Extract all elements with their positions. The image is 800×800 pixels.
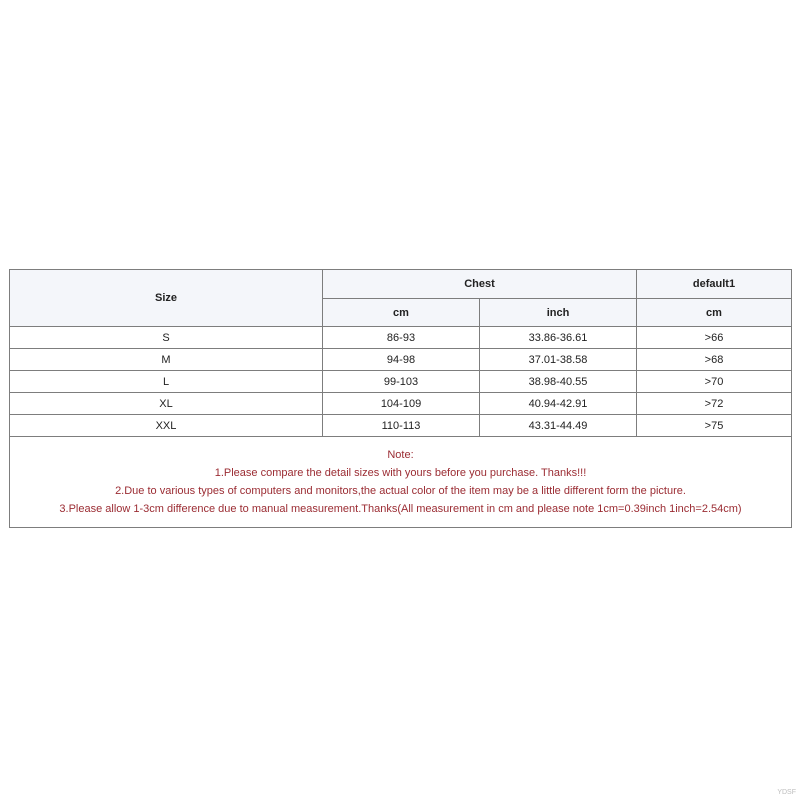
note-line-2: 2.Due to various types of computers and monitors,the actual color of the item may be a little different form the picture.	[115, 485, 686, 497]
default-cm-cell: >68	[637, 349, 792, 371]
table-row	[10, 393, 792, 415]
table-row	[10, 371, 792, 393]
size-cell: XXL	[10, 415, 323, 437]
chest-cm-cell: 94-98	[323, 349, 480, 371]
table-row	[10, 327, 792, 349]
note-line-1: 1.Please compare the detail sizes with yours before you purchase. Thanks!!!	[214, 467, 587, 479]
note-line-3: 3.Please allow 1-3cm difference due to manual measurement.Thanks(All measurement in cm and please note 1cm=0.39inch 1inch=2.54cm)	[59, 503, 742, 515]
chest-cm-cell: 104-109	[323, 393, 480, 415]
chest-inch-cell: 40.94-42.91	[480, 393, 637, 415]
chest-header: Chest	[323, 270, 637, 299]
default-cm-header: cm	[637, 299, 792, 327]
table-row	[10, 349, 792, 371]
default-cm-cell: >70	[637, 371, 792, 393]
notes-cell	[10, 437, 792, 528]
default-header: default1	[637, 270, 792, 299]
default-cm-cell: >72	[637, 393, 792, 415]
header-row-top	[10, 270, 792, 299]
size-chart-table	[9, 269, 792, 528]
default-cm-cell: >66	[637, 327, 792, 349]
default-cm-cell: >75	[637, 415, 792, 437]
chest-inch-cell: 37.01-38.58	[480, 349, 637, 371]
watermark: YDSF	[777, 789, 796, 796]
size-cell: L	[10, 371, 323, 393]
note-title: Note:	[387, 449, 414, 461]
chest-inch-cell: 38.98-40.55	[480, 371, 637, 393]
chest-cm-cell: 86-93	[323, 327, 480, 349]
size-cell: M	[10, 349, 323, 371]
chest-cm-cell: 99-103	[323, 371, 480, 393]
notes-block	[10, 446, 791, 518]
chest-inch-header: inch	[480, 299, 637, 327]
chest-cm-header: cm	[323, 299, 480, 327]
size-cell: XL	[10, 393, 323, 415]
table-row	[10, 415, 792, 437]
chest-cm-cell: 110-113	[323, 415, 480, 437]
chest-inch-cell: 43.31-44.49	[480, 415, 637, 437]
size-header: Size	[10, 270, 323, 327]
notes-row	[10, 437, 792, 528]
chest-inch-cell: 33.86-36.61	[480, 327, 637, 349]
size-cell: S	[10, 327, 323, 349]
